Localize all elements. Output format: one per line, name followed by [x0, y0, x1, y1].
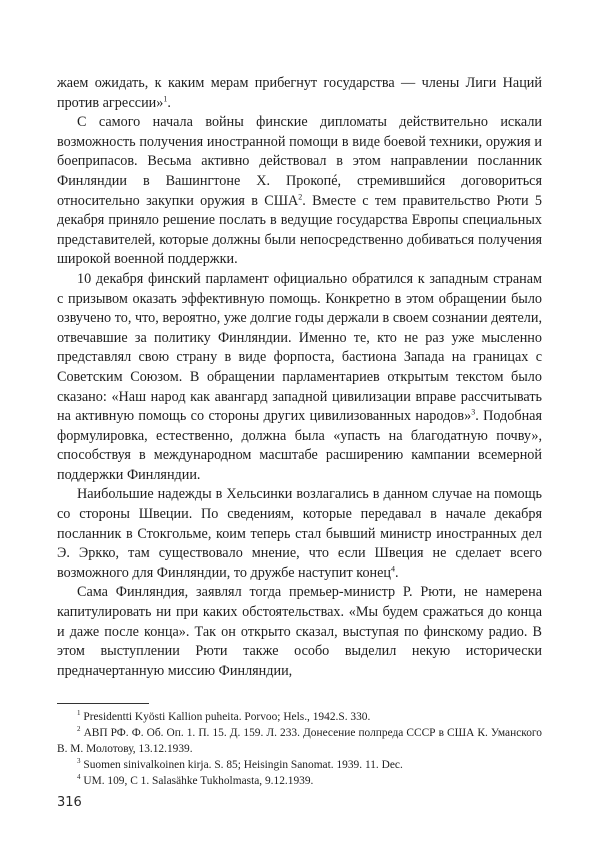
footnote-ref[interactable]: 2 [298, 191, 303, 201]
footnote-divider [57, 703, 149, 704]
page-body [57, 74, 542, 681]
footnotes [57, 709, 542, 789]
footnote-ref[interactable]: 1 [163, 93, 168, 103]
paragraph: С самого начала войны финские дипломаты действительно искали возможность получения иностранной помощи в виде боевой техники, оружия и боеприпасов. Весьма активно действовал в этом направлении посланник Финляндии в Вашингтоне Х. Прокопé, стремившийся договориться относительно закупки оружия в США$^2$. Вместе с тем правительство Рюти 5 декабря приняло решение послать в ведущие государства Европы специальных представителей, которые должны были непосредственно добиваться получения широкой военной поддержки. [57, 114, 542, 268]
paragraph: Наибольшие надежды в Хельсинки возлагались в данном случае на помощь со стороны Швеции. По сведениям, которые передавал в начале декабря посланник в Стокгольме, коим теперь стал бывший министр иностранных дел Э. Эркко, там существовало мнение, что если Швеция не сделает всего возможного для Финляндии, то дружбе наступит конец$^4$. [57, 486, 542, 581]
footnote: $^2$ АВП РФ. Ф. Об. Оп. 1. П. 15. Д. 159. Л. 233. Донесение полпреда СССР в США К. Уманского В. М. Молотову, 13.12.1939. [57, 725, 542, 755]
paragraph: жаем ожидать, к каким мерам прибегнут государства — члены Лиги Наций против агрессии»$^1$. [57, 75, 542, 111]
footnote: $^3$ Suomen sinivalkoinen kirja. S. 85; Heisingin Sanomat. 1939. 11. Dec. [77, 757, 403, 771]
paragraph: 10 декабря финский парламент официально обратился к западным странам с призывом оказать эффективную помощь. Конкретно в этом обращении было озвучено то, что, вероятно, уже долгие годы держали в своем сознании деятели, отвечавшие за политику Финляндии. Именно те, кто не раз уже мысленно представлял свою страну в виде форпоста, бастиона Запада на границах с Советским Союзом. В обращении парламентариев открытым текстом было сказано: «Наш народ как авангард западной цивилизации вправе рассчитывать на активную помощь со стороны других цивилизованных народов»$^3$. Подобная формулировка, естественно, должна была «упасть на благодатную почву», способствуя в международном масштабе расширению кампании всемерной поддержки Финляндии. [57, 270, 542, 483]
footnote-ref[interactable]: 4 [391, 564, 396, 574]
footnote: $^1$ Presidentti Kyösti Kallion puheita. Porvoo; Hels., 1942.S. 330. [77, 709, 371, 723]
footnote-ref[interactable]: 3 [471, 407, 476, 417]
page-number: 316 [57, 795, 82, 810]
footnote: $^4$ UM. 109, C 1. Salasähke Tukholmasta, 9.12.1939. [77, 773, 314, 787]
paragraph: Сама Финляндия, заявлял тогда премьер-министр Р. Рюти, не намерена капитулировать ни при каких обстоятельствах. «Мы будем сражаться до конца и даже после конца». Так он открыто сказал, выступая по финскому радио. В этом выступлении Рюти также особо выделил некую исторически предначертанную миссию Финляндии, [57, 584, 542, 679]
